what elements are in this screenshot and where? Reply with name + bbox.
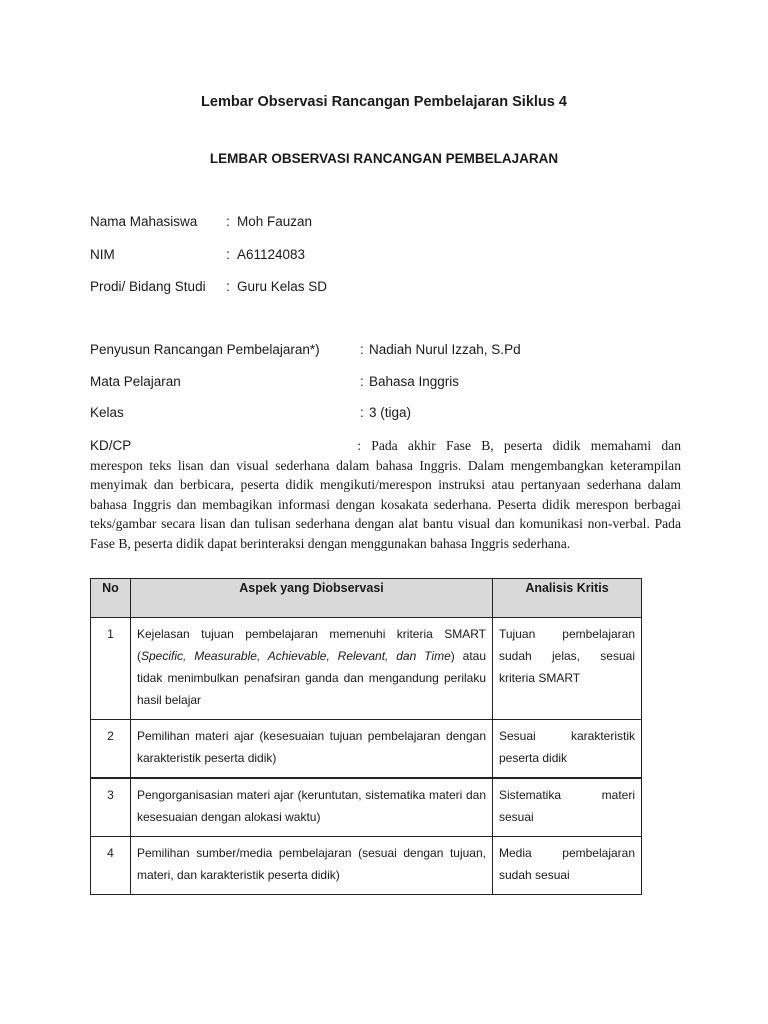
field-label: Kelas	[90, 405, 124, 420]
field-label: Penyusun Rancangan Pembelajaran*)	[90, 342, 320, 357]
field-value: A61124083	[237, 247, 306, 262]
row-number: 4	[91, 837, 131, 895]
analisis-cell: Sistematika materi sesuai	[493, 778, 642, 837]
aspek-cell: Pemilihan materi ajar (kesesuaian tujuan pembelajaran dengan karakteristik peserta didik)	[131, 720, 493, 779]
field-label: NIM	[90, 247, 115, 262]
kdcp-paragraph	[90, 436, 681, 553]
field-separator: :	[360, 342, 364, 357]
form-title: LEMBAR OBSERVASI RANCANGAN PEMBELAJARAN	[209, 151, 559, 166]
table-row	[91, 837, 642, 895]
field-value: Moh Fauzan	[237, 214, 313, 229]
field-value: Bahasa Inggris	[369, 374, 460, 389]
field-label: Mata Pelajaran	[90, 374, 181, 389]
table-header-row	[91, 579, 642, 618]
field-separator: :	[360, 405, 364, 420]
aspek-text-end: ) atau tidak menimbulkan penafsiran ganda dan mengandung perilaku hasil belajar	[137, 649, 486, 707]
kdcp-label: KD/CP	[90, 438, 132, 453]
field-separator: :	[360, 374, 364, 389]
header-no: No	[91, 579, 131, 618]
aspek-cell: Pemilihan sumber/media pembelajaran (sesuai dengan tujuan, materi, dan karakteristik peserta didik)	[131, 837, 493, 895]
aspek-text: Kejelasan tujuan pembelajaran memenuhi kriteria SMART (	[137, 627, 486, 663]
header-analisis: Analisis Kritis	[493, 579, 642, 618]
row-number: 3	[91, 778, 131, 837]
kdcp-text: : Pada akhir Fase B, peserta didik memahami dan merespon teks lisan dan visual sederhana dalam bahasa Inggris. Dalam mengembangkan keterampilan menyimak dan berbicara, peserta didik mengikuti/merespon instruksi atau pertanyaan sederhana dalam bahasa Inggris dan membagikan informasi dengan kosakata sederhana. Peserta didik merespon berbagai teks/gambar secara lisan dan tulisan sederhana dengan alat bantu visual dan komunikasi non-verbal. Pada Fase B, peserta didik dapat berinteraksi dengan menggunakan bahasa Inggris sederhana.	[90, 438, 681, 551]
aspek-cell	[131, 618, 493, 720]
table-row	[91, 720, 642, 779]
table-row	[91, 618, 642, 720]
analisis-cell: Media pembelajaran sudah sesuai	[493, 837, 642, 895]
field-separator: :	[226, 279, 230, 294]
field-separator: :	[226, 247, 230, 262]
analisis-cell: Tujuan pembelajaran sudah jelas, sesuai kriteria SMART	[493, 618, 642, 720]
aspek-italic-text: Specific, Measurable, Achievable, Relevant, dan Time	[141, 649, 451, 663]
field-separator: :	[226, 214, 230, 229]
aspek-cell: Pengorganisasian materi ajar (keruntutan, sistematika materi dan kesesuaian dengan alokasi waktu)	[131, 778, 493, 837]
document-title: Lembar Observasi Rancangan Pembelajaran Siklus 4	[201, 94, 567, 110]
field-value: Guru Kelas SD	[237, 279, 328, 294]
row-number: 1	[91, 618, 131, 720]
header-aspek: Aspek yang Diobservasi	[131, 579, 493, 618]
field-label: Prodi/ Bidang Studi	[90, 279, 206, 294]
table-row	[91, 778, 642, 837]
field-value: Nadiah Nurul Izzah, S.Pd	[369, 342, 521, 357]
observation-table	[90, 578, 642, 895]
field-value: 3 (tiga)	[369, 405, 412, 420]
analisis-cell: Sesuai karakteristik peserta didik	[493, 720, 642, 779]
field-label: Nama Mahasiswa	[90, 214, 198, 229]
row-number: 2	[91, 720, 131, 779]
